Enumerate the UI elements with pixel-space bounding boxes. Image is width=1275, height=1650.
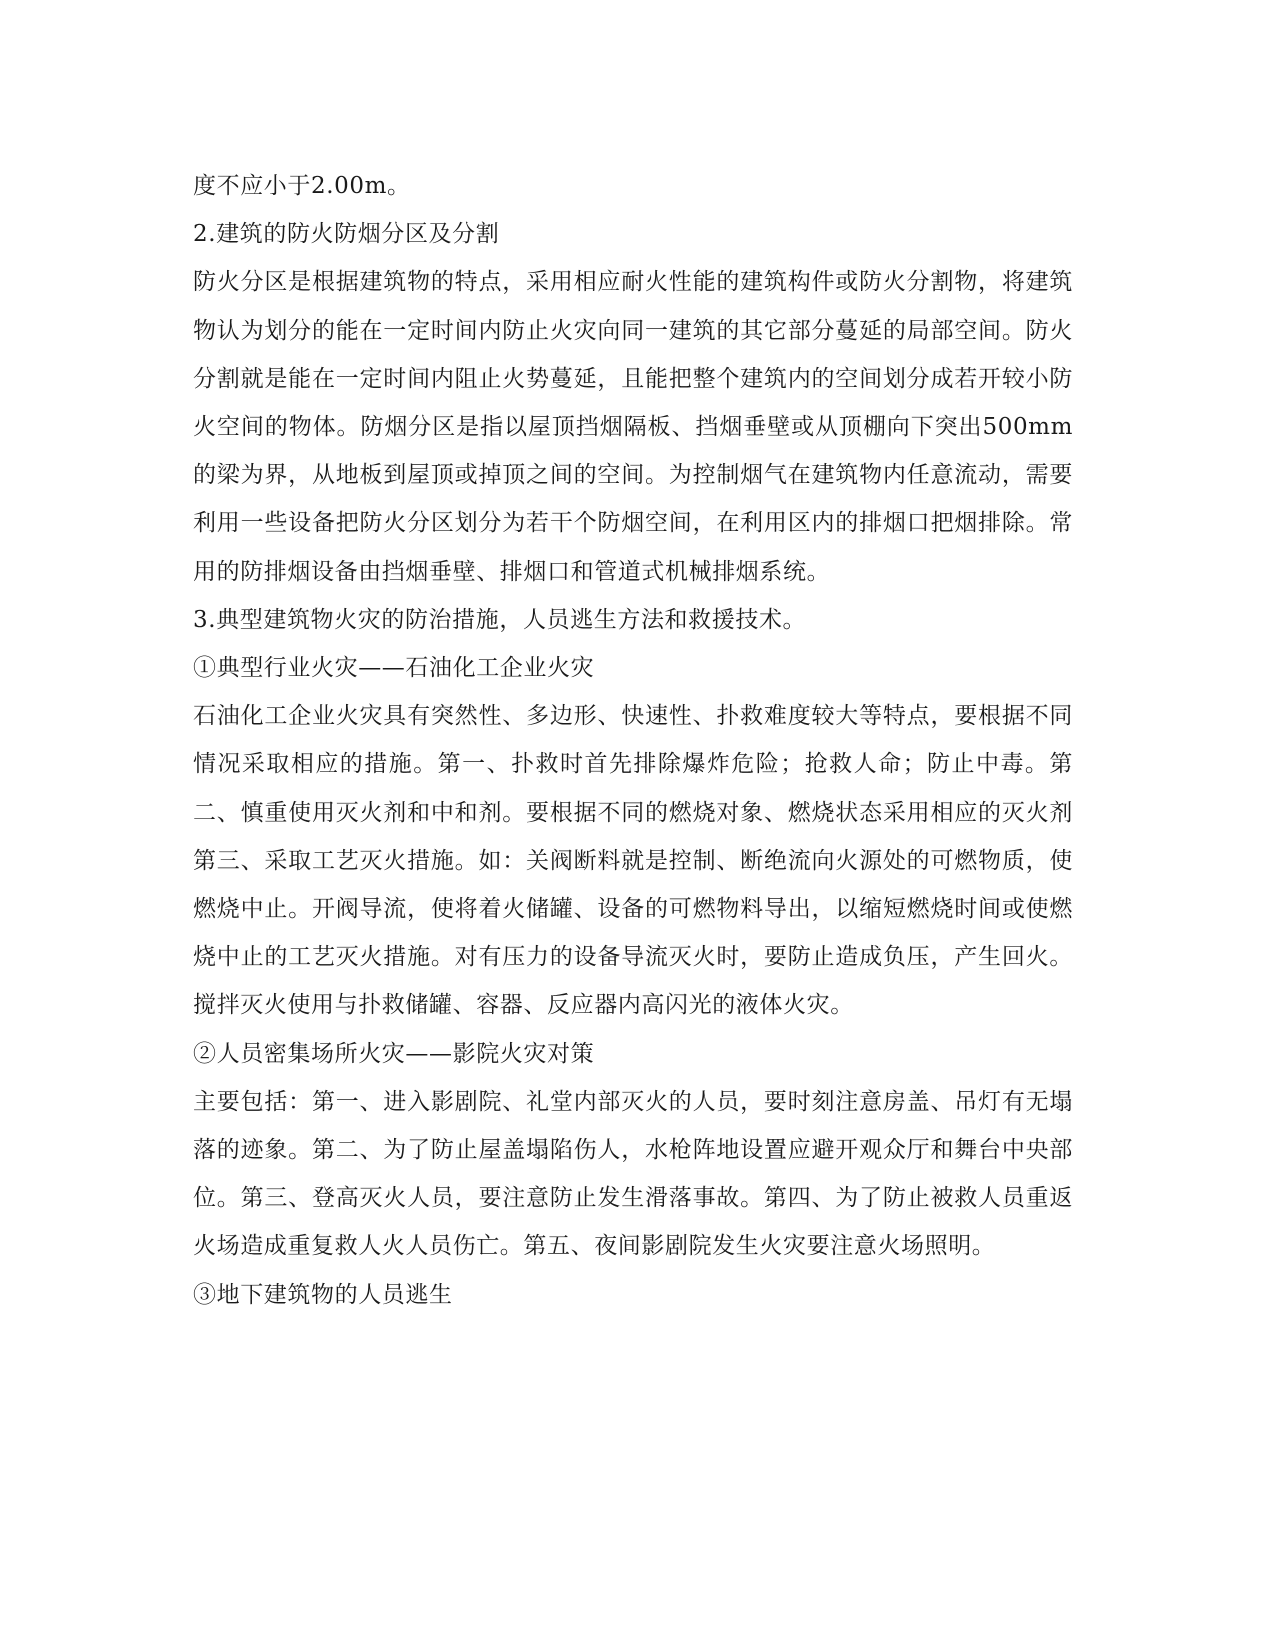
paragraph-petrochemical: 石油化工企业火灾具有突然性、多边形、快速性、扑救难度较大等特点，要根据不同情况采取相应的措施。第一、扑救时首先排除爆炸危险；抢救人命；防止中毒。第二、慎重使用灭火剂和中和剂。要根据不同的燃烧对象、燃烧状态采用相应的灭火剂第三、采取工艺灭火措施。如：关阀断料就是控制、断绝流向火源处的可燃物质，使燃烧中止。开阀导流，使将着火储罐、设备的可燃物料导出，以缩短燃烧时间或使燃烧中止的工艺灭火措施。对有压力的设备导流灭火时，要防止造成负压，产生回火。搅拌灭火使用与扑救储罐、容器、反应器内高闪光的液体火灾。 bbox=[193, 703, 1073, 1019]
paragraph-continuation: 度不应小于2.00m。 bbox=[193, 173, 411, 199]
section-heading-3: 3.典型建筑物火灾的防治措施，人员逃生方法和救援技术。 bbox=[193, 606, 807, 633]
body-text bbox=[193, 162, 1073, 1319]
paragraph-fire-zones: 防火分区是根据建筑物的特点，采用相应耐火性能的建筑构件或防火分割物，将建筑物认为划分的能在一定时间内防止火灾向同一建筑的其它部分蔓延的局部空间。防火分割就是能在一定时间内阻止火势蔓延，且能把整个建筑内的空间划分成若开较小防火空间的物体。防烟分区是指以屋顶挡烟隔板、挡烟垂壁或从顶棚向下突出500mm的梁为界，从地板到屋顶或掉顶之间的空间。为控制烟气在建筑物内任意流动，需要利用一些设备把防火分区划分为若干个防烟空间，在利用区内的排烟口把烟排除。常用的防排烟设备由挡烟垂壁、排烟口和管道式机械排烟系统。 bbox=[193, 269, 1073, 585]
section-heading-2: 2.建筑的防火防烟分区及分割 bbox=[193, 221, 500, 248]
subheading-underground: ③地下建筑物的人员逃生 bbox=[193, 1281, 453, 1308]
paragraph-cinema: 主要包括：第一、进入影剧院、礼堂内部灭火的人员，要时刻注意房盖、吊灯有无塌落的迹象。第二、为了防止屋盖塌陷伤人，水枪阵地设置应避开观众厅和舞台中央部位。第三、登高灭火人员，要注意防止发生滑落事故。第四、为了防止被救人员重返火场造成重复救人火人员伤亡。第五、夜间影剧院发生火灾要注意火场照明。 bbox=[193, 1088, 1073, 1260]
subheading-petrochemical: ①典型行业火灾——石油化工企业火灾 bbox=[193, 655, 595, 682]
subheading-cinema: ②人员密集场所火灾——影院火灾对策 bbox=[193, 1040, 595, 1067]
